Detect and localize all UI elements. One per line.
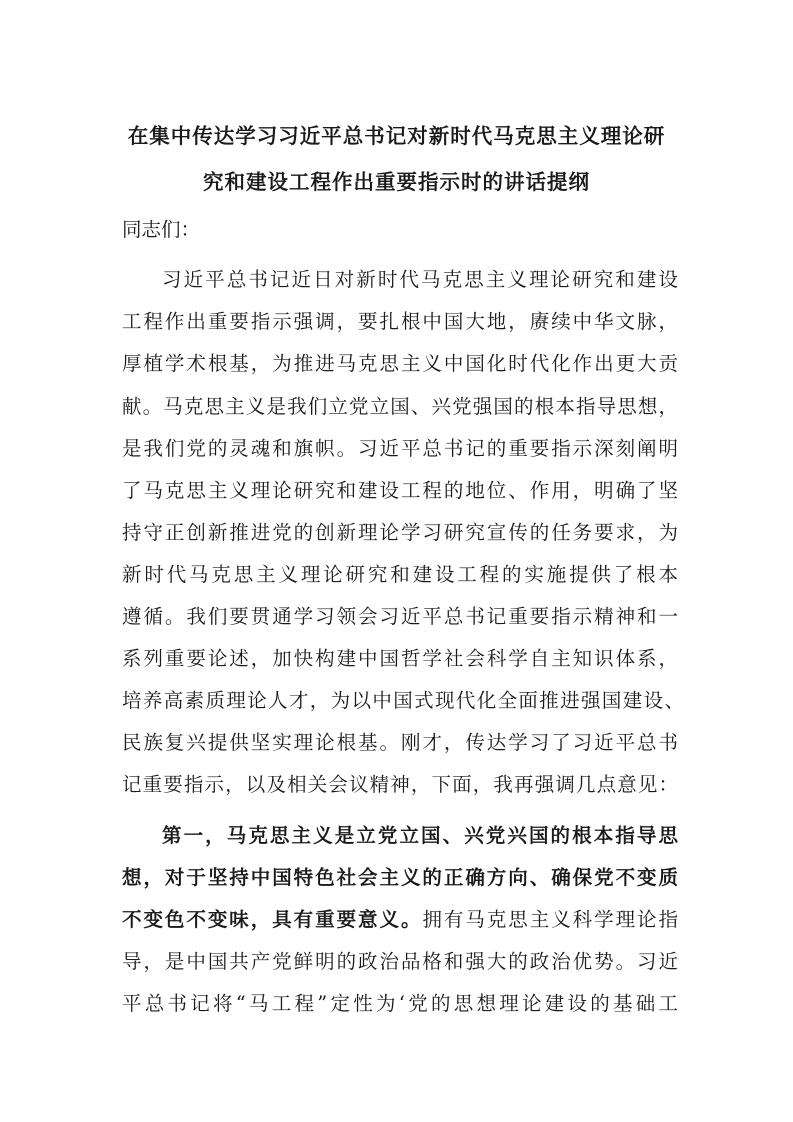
paragraph-1-line: 献。马克思主义是我们立党立国、兴党强国的根本指导思想，: [122, 395, 678, 418]
document-title-line-1: 在集中传达学习习近平总书记对新时代马克思主义理论研: [127, 124, 666, 148]
paragraph-2-mixed-line: [122, 910, 678, 930]
document-title-line-2: 究和建设工程作出重要指示时的讲话提纲: [203, 170, 590, 194]
paragraph-1-line: 民族复兴提供坚实理论根基。刚才，传达学习了习近平总书: [122, 731, 678, 754]
paragraph-2-heading-line: 第一，马克思主义是立党立国、兴党兴国的根本指导思: [162, 824, 678, 847]
paragraph-1-line: 系列重要论述，加快构建中国哲学社会科学自主知识体系，: [122, 647, 678, 670]
paragraph-1-line: 新时代马克思主义理论研究和建设工程的实施提供了根本: [122, 563, 678, 586]
paragraph-1-line: 了马克思主义理论研究和建设工程的地位、作用，明确了坚: [122, 479, 678, 502]
paragraph-2-line: 导，是中国共产党鲜明的政治品格和强大的政治优势。习近: [122, 950, 678, 973]
paragraph-1-line: 遵循。我们要贯通学习领会习近平总书记重要指示精神和一: [122, 605, 678, 628]
paragraph-1-line: 培养高素质理论人才，为以中国式现代化全面推进强国建设、: [122, 689, 684, 712]
paragraph-2-line: 平总书记将“马工程”定性为‘党的思想理论建设的基础工: [122, 992, 678, 1015]
paragraph-2-heading-line: 想，对于坚持中国特色社会主义的正确方向、确保党不变质: [122, 866, 678, 889]
paragraph-2-heading-end: 不变色不变味，具有重要意义。: [122, 908, 423, 931]
paragraph-1-line: 记重要指示，以及相关会议精神，下面，我再强调几点意见：: [122, 773, 678, 796]
paragraph-1-line: 习近平总书记近日对新时代马克思主义理论研究和建设: [162, 268, 678, 291]
paragraph-1-line: 工程作出重要指示强调，要扎根中国大地，赓续中华文脉，: [122, 310, 678, 333]
paragraph-1-line: 持守正创新推进党的创新理论学习研究宣传的任务要求，为: [122, 521, 678, 544]
paragraph-1-line: 是我们党的灵魂和旗帜。习近平总书记的重要指示深刻阐明: [122, 437, 678, 460]
greeting: 同志们：: [122, 218, 201, 241]
paragraph-1-line: 厚植学术根基，为推进马克思主义中国化时代化作出更大贡: [122, 352, 678, 375]
paragraph-2-text: 拥有马克思主义科学理论指: [422, 908, 678, 931]
